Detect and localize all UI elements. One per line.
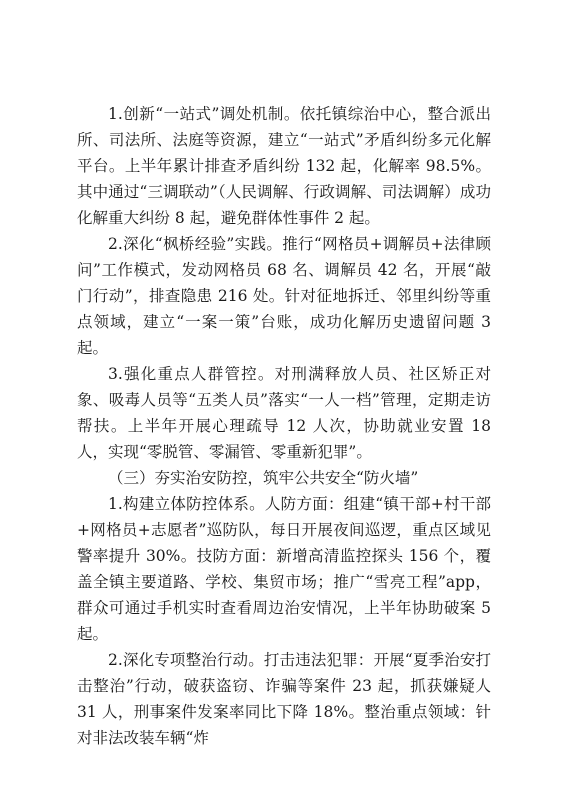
paragraph-prevention-system: 1.构建立体防控体系。人防方面：组建“镇干部+村干部+网格员+志愿者”巡防队，每日开展夜间巡逻，重点区域见警率提升 30%。技防方面：新增高清监控探头 156 个，覆盖全镇主要道路、学校、集贸市场；推广“雪亮工程”app，群众可通过手机实时查看周边治安情况，上半年协助破案 5 起。 [77, 495, 491, 643]
paragraph-fengqiao-experience: 2.深化“枫桥经验”实践。推行“网格员+调解员+法律顾问”工作模式，发动网格员 68 名、调解员 42 名，开展“敲门行动”，排查隐患 216 处。针对征地拆迁、邻里纠纷等重点领域，建立“一案一策”台账，成功化解历史遗留问题 3 起。 [77, 235, 491, 357]
paragraph-special-rectification: 2.深化专项整治行动。打击违法犯罪：开展“夏季治安打击整治”行动，破获盗窃、诈骗等案件 23 起，抓获嫌疑人 31 人，刑事案件发案率同比下降 18%。整治重点领域：针对非法改装车辆“炸 [77, 651, 491, 747]
paragraph-mediation-mechanism: 1.创新“一站式”调处机制。依托镇综治中心，整合派出所、司法所、法庭等资源，建立“一站式”矛盾纠纷多元化解平台。上半年累计排查矛盾纠纷 132 起，化解率 98.5%。其中通过“三调联动”（人民调解、行政调解、司法调解）成功化解重大纠纷 8 起，避免群体性事件 2 起。 [77, 105, 491, 227]
paragraph-key-population-control: 3.强化重点人群管控。对刑满释放人员、社区矫正对象、吸毒人员等“五类人员”落实“一人一档”管理，定期走访帮扶。上半年开展心理疏导 12 人次，协助就业安置 18 人，实现“零脱管、零漏管、零重新犯罪”。 [77, 365, 491, 461]
section-heading-public-security: （三）夯实治安防控，筑牢公共安全“防火墙” [108, 469, 419, 487]
document-body [77, 101, 491, 751]
